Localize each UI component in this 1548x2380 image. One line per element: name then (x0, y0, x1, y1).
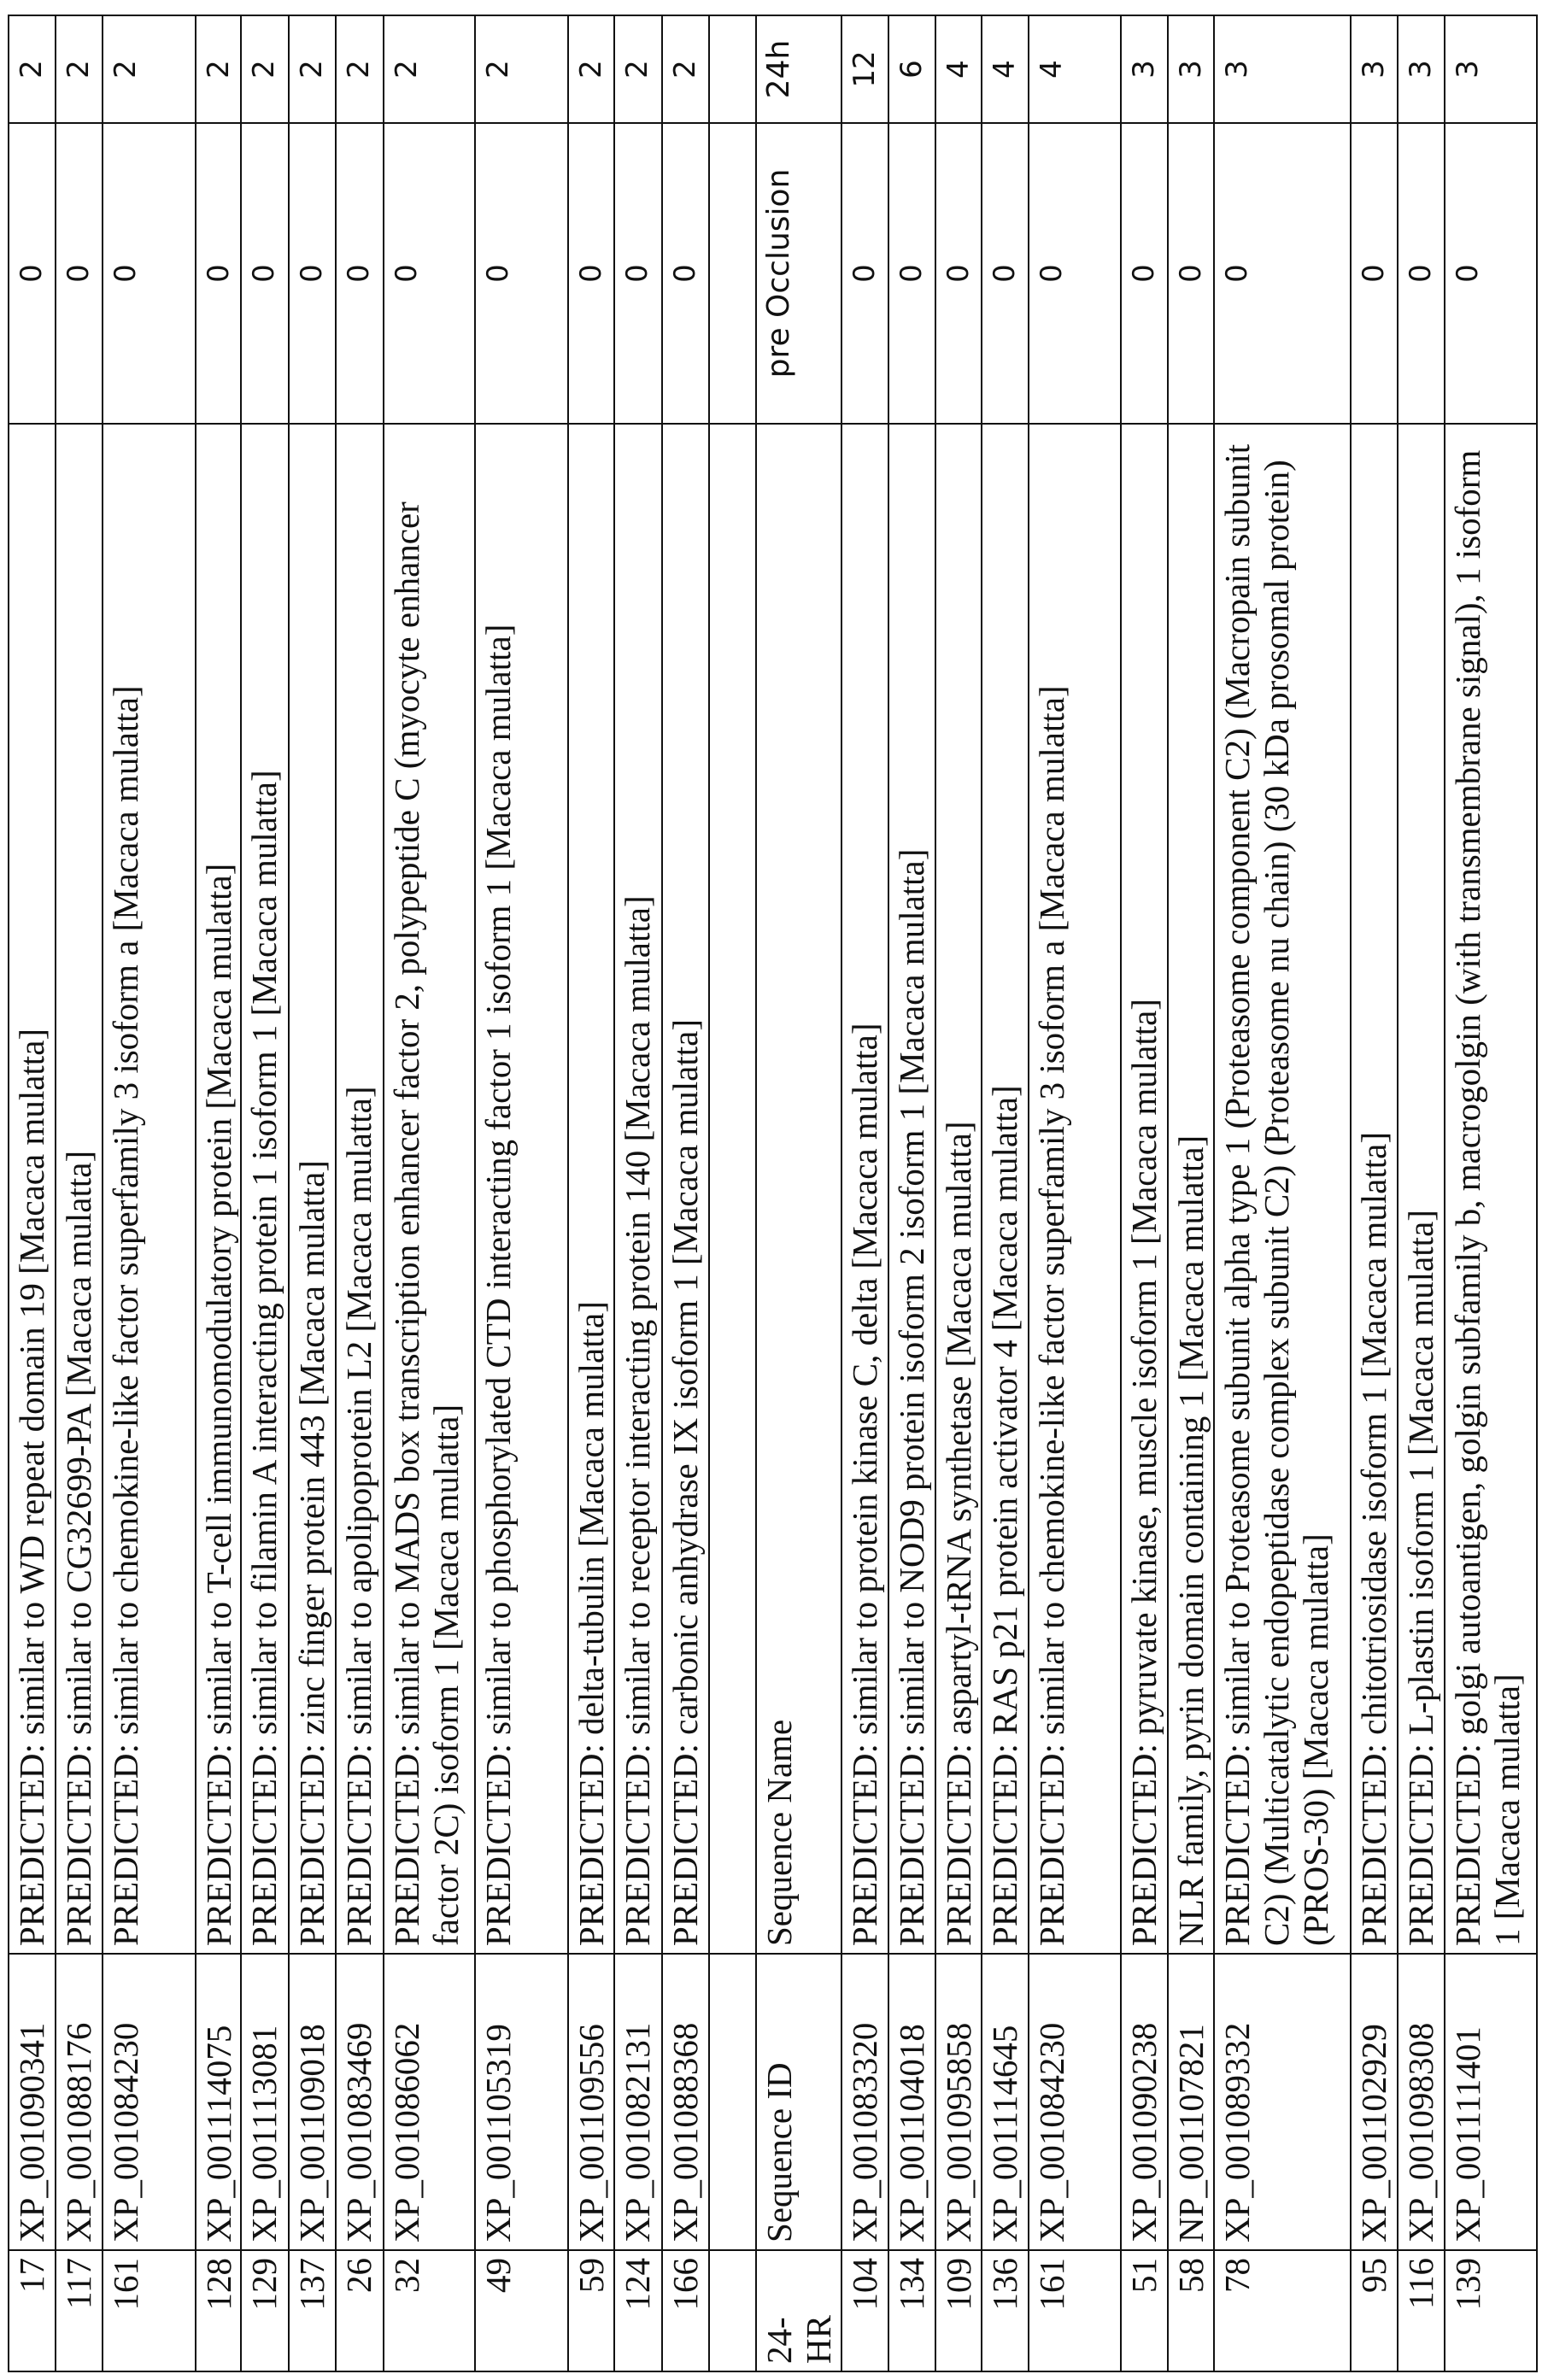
sequence-name: PREDICTED: similar to protein kinase C, delta [Macaca mulatta] (841, 424, 888, 1954)
sequence-name: PREDICTED: delta-tubulin [Macaca mulatta] (568, 424, 614, 1954)
pre-occlusion-value: 0 (475, 123, 568, 424)
row-number: 78 (1214, 2250, 1351, 2371)
pre-occlusion-value: 0 (1121, 123, 1168, 424)
empty-cell (709, 1954, 756, 2250)
row-number: 104 (841, 2250, 888, 2371)
pre-occlusion-value: 0 (336, 123, 384, 424)
row-number: 26 (336, 2250, 384, 2371)
sequence-id: XP_001114645 (982, 1954, 1029, 2250)
header-sequence-id: Sequence ID (756, 1954, 841, 2250)
sequence-id: XP_001105319 (475, 1954, 568, 2250)
table-row (1121, 15, 1168, 2371)
sequence-name: PREDICTED: similar to NOD9 protein isoform 2 isoform 1 [Macaca mulatta] (888, 424, 935, 1954)
sequence-id: XP_001089332 (1214, 1954, 1351, 2250)
table-row (289, 15, 336, 2371)
table-row (662, 15, 709, 2371)
pre-occlusion-value: 0 (1351, 123, 1398, 424)
pre-occlusion-value: 0 (568, 123, 614, 424)
sequence-id: NP_001107821 (1168, 1954, 1214, 2250)
pre-occlusion-value: 0 (9, 123, 56, 424)
h24-value: 2 (336, 15, 384, 123)
row-number: 59 (568, 2250, 614, 2371)
row-number: 139 (1445, 2250, 1537, 2371)
row-number: 161 (1029, 2250, 1121, 2371)
table-row (614, 15, 662, 2371)
pre-occlusion-value: 0 (241, 123, 289, 424)
sequence-id: XP_001113081 (241, 1954, 289, 2250)
row-number: 128 (196, 2250, 241, 2371)
pre-occlusion-value: 0 (56, 123, 103, 424)
sequence-name: PREDICTED: zinc finger protein 443 [Macaca mulatta] (289, 424, 336, 1954)
header-row (756, 15, 841, 2371)
row-number: 49 (475, 2250, 568, 2371)
sequence-id: XP_001090238 (1121, 1954, 1168, 2250)
sequence-name: NLR family, pyrin domain containing 1 [Macaca mulatta] (1168, 424, 1214, 1954)
sequence-name: PREDICTED: similar to MADS box transcription enhancer factor 2, polypeptide C (myocyte enhancer factor 2C) isoform 1 [Macaca mulatta] (384, 424, 475, 1954)
header-sequence-name: Sequence Name (756, 424, 841, 1954)
row-number: 166 (662, 2250, 709, 2371)
sequence-id: XP_001102929 (1351, 1954, 1398, 2250)
pre-occlusion-value: 0 (888, 123, 935, 424)
row-number: 109 (935, 2250, 982, 2371)
sequence-name: PREDICTED: similar to T-cell immunomodulatory protein [Macaca mulatta] (196, 424, 241, 1954)
table-row (568, 15, 614, 2371)
table-row (1168, 15, 1214, 2371)
h24-value: 12 (841, 15, 888, 123)
row-number: 95 (1351, 2250, 1398, 2371)
blank-row (709, 15, 756, 2371)
sequence-id: XP_001090341 (9, 1954, 56, 2250)
table-row (336, 15, 384, 2371)
row-number: 51 (1121, 2250, 1168, 2371)
h24-value: 2 (568, 15, 614, 123)
pre-occlusion-value: 0 (935, 123, 982, 424)
sequence-id: XP_001088368 (662, 1954, 709, 2250)
sequence-name: PREDICTED: similar to filamin A interacting protein 1 isoform 1 [Macaca mulatta] (241, 424, 289, 1954)
h24-value: 3 (1398, 15, 1445, 123)
table-row (196, 15, 241, 2371)
empty-cell (709, 15, 756, 123)
sequence-id: XP_001082131 (614, 1954, 662, 2250)
sequence-name: PREDICTED: similar to phosphorylated CTD interacting factor 1 isoform 1 [Macaca mulatta] (475, 424, 568, 1954)
rotated-page (0, 0, 1548, 2380)
sequence-id: XP_001114075 (196, 1954, 241, 2250)
h24-value: 2 (196, 15, 241, 123)
table-row (982, 15, 1029, 2371)
table-row (1445, 15, 1537, 2371)
pre-occlusion-value: 0 (103, 123, 196, 424)
table-row (1351, 15, 1398, 2371)
empty-cell (709, 424, 756, 1954)
pre-occlusion-value: 0 (384, 123, 475, 424)
table-row (841, 15, 888, 2371)
h24-value: 3 (1168, 15, 1214, 123)
h24-value: 2 (56, 15, 103, 123)
pre-occlusion-value: 0 (662, 123, 709, 424)
h24-value: 3 (1121, 15, 1168, 123)
sequence-id: XP_001083320 (841, 1954, 888, 2250)
h24-value: 2 (614, 15, 662, 123)
h24-value: 6 (888, 15, 935, 123)
h24-value: 2 (9, 15, 56, 123)
sequence-name: PREDICTED: L-plastin isoform 1 [Macaca mulatta] (1398, 424, 1445, 1954)
sequence-id: XP_001111401 (1445, 1954, 1537, 2250)
table-row (1214, 15, 1351, 2371)
sequence-id: XP_001084230 (103, 1954, 196, 2250)
pre-occlusion-value: 0 (982, 123, 1029, 424)
h24-value: 2 (662, 15, 709, 123)
sequence-id: XP_001098308 (1398, 1954, 1445, 2250)
sequence-name: PREDICTED: similar to chemokine-like factor superfamily 3 isoform a [Macaca mulatta] (103, 424, 196, 1954)
h24-value: 3 (1214, 15, 1351, 123)
table-row (56, 15, 103, 2371)
sequence-name: PREDICTED: chitotriosidase isoform 1 [Macaca mulatta] (1351, 424, 1398, 1954)
table-row (1029, 15, 1121, 2371)
row-number: 17 (9, 2250, 56, 2371)
row-number: 134 (888, 2250, 935, 2371)
table-row (9, 15, 56, 2371)
h24-value: 3 (1351, 15, 1398, 123)
h24-value: 2 (384, 15, 475, 123)
sequence-name: PREDICTED: similar to receptor interacting protein 140 [Macaca mulatta] (614, 424, 662, 1954)
sequence-id: XP_001084230 (1029, 1954, 1121, 2250)
pre-occlusion-value: 0 (1398, 123, 1445, 424)
table-row (103, 15, 196, 2371)
h24-value: 3 (1445, 15, 1537, 123)
pre-occlusion-value: 0 (1029, 123, 1121, 424)
row-number: 116 (1398, 2250, 1445, 2371)
h24-value: 4 (1029, 15, 1121, 123)
table-row (475, 15, 568, 2371)
sequence-id: XP_001086062 (384, 1954, 475, 2250)
sequence-name: PREDICTED: similar to WD repeat domain 19 [Macaca mulatta] (9, 424, 56, 1954)
sequence-name: PREDICTED: similar to chemokine-like factor superfamily 3 isoform a [Macaca mulatta] (1029, 424, 1121, 1954)
table-row (888, 15, 935, 2371)
sequence-name: PREDICTED: RAS p21 protein activator 4 [Macaca mulatta] (982, 424, 1029, 1954)
sequence-id: XP_001109556 (568, 1954, 614, 2250)
pre-occlusion-value: 0 (1168, 123, 1214, 424)
pre-occlusion-value: 0 (1214, 123, 1351, 424)
table-row (384, 15, 475, 2371)
row-number: 161 (103, 2250, 196, 2371)
h24-value: 4 (935, 15, 982, 123)
h24-value: 2 (475, 15, 568, 123)
header-pre-occlusion: pre Occlusion (756, 123, 841, 424)
table-row (1398, 15, 1445, 2371)
h24-value: 2 (289, 15, 336, 123)
sequence-id: XP_001088176 (56, 1954, 103, 2250)
row-number: 136 (982, 2250, 1029, 2371)
h24-value: 2 (103, 15, 196, 123)
pre-occlusion-value: 0 (841, 123, 888, 424)
sequence-name: PREDICTED: aspartyl-tRNA synthetase [Macaca mulatta] (935, 424, 982, 1954)
pre-occlusion-value: 0 (1445, 123, 1537, 424)
row-number: 124 (614, 2250, 662, 2371)
empty-cell (709, 123, 756, 424)
pre-occlusion-value: 0 (289, 123, 336, 424)
sequence-id: XP_001083469 (336, 1954, 384, 2250)
sequence-name: PREDICTED: similar to CG32699-PA [Macaca mulatta] (56, 424, 103, 1954)
sequence-table (8, 15, 1538, 2372)
h24-value: 2 (241, 15, 289, 123)
row-number: 137 (289, 2250, 336, 2371)
sequence-id: XP_001095858 (935, 1954, 982, 2250)
sequence-name: PREDICTED: similar to Proteasome subunit alpha type 1 (Proteasome component C2) (Macropain subunit C2) (Multicatalytic endopeptidase complex subunit C2) (Proteasome nu chain) (30 kDa prosomal protein) (PROS-30) [Macaca mulatta] (1214, 424, 1351, 1954)
row-number: 32 (384, 2250, 475, 2371)
sequence-name: PREDICTED: similar to apolipoprotein L2 [Macaca mulatta] (336, 424, 384, 1954)
header-24h: 24h (756, 15, 841, 123)
pre-occlusion-value: 0 (196, 123, 241, 424)
table-row (935, 15, 982, 2371)
sequence-name: PREDICTED: pyruvate kinase, muscle isoform 1 [Macaca mulatta] (1121, 424, 1168, 1954)
pre-occlusion-value: 0 (614, 123, 662, 424)
row-number: 117 (56, 2250, 103, 2371)
h24-value: 4 (982, 15, 1029, 123)
table-row (241, 15, 289, 2371)
row-number: 58 (1168, 2250, 1214, 2371)
sequence-id: XP_001109018 (289, 1954, 336, 2250)
header-group (756, 2250, 841, 2371)
header-group-label: 24-HR (759, 2304, 838, 2364)
empty-cell (709, 2250, 756, 2371)
sequence-id: XP_001104018 (888, 1954, 935, 2250)
sequence-name: PREDICTED: golgi autoantigen, golgin subfamily b, macrogolgin (with transmembrane signal), 1 isoform 1 [Macaca mulatta] (1445, 424, 1537, 1954)
row-number: 129 (241, 2250, 289, 2371)
sequence-name: PREDICTED: carbonic anhydrase IX isoform 1 [Macaca mulatta] (662, 424, 709, 1954)
